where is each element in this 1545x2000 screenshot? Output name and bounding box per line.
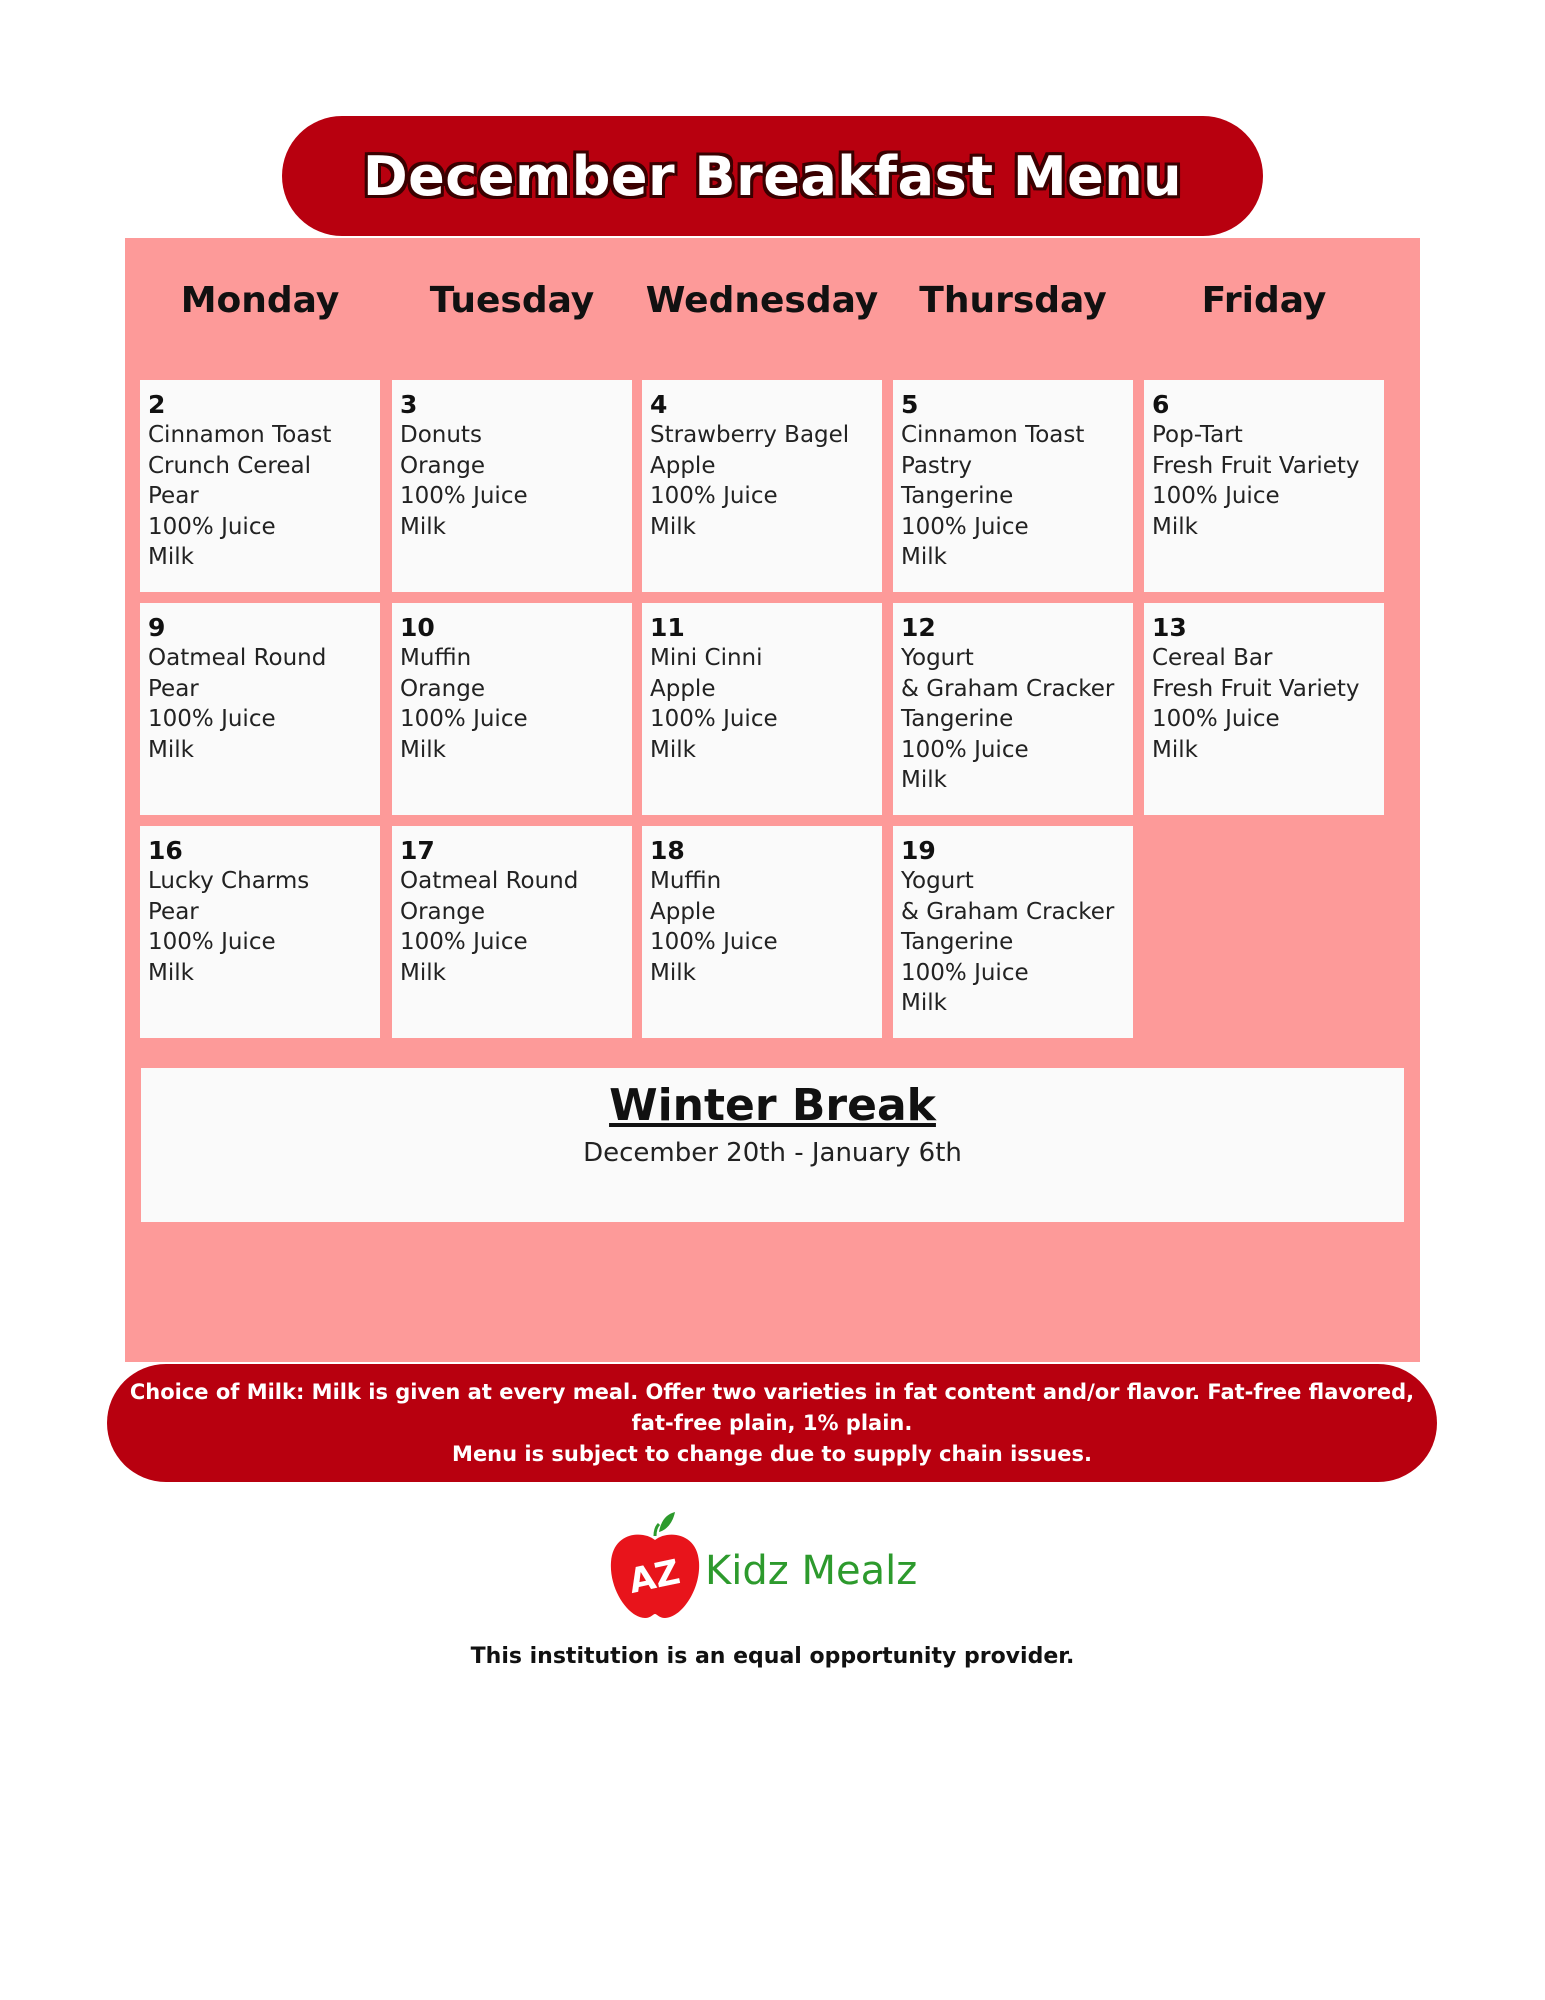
- menu-item: 100% Juice: [148, 706, 276, 732]
- winter-break-title: Winter Break: [609, 1080, 936, 1131]
- menu-item: Fresh Fruit Variety: [1152, 452, 1360, 479]
- menu-item: 100% Juice: [650, 483, 778, 509]
- date-number: 18: [650, 836, 685, 865]
- kidz-mealz-logo: [605, 1510, 925, 1625]
- menu-item: Pop-Tart: [1152, 422, 1243, 448]
- menu-item: 100% Juice: [400, 706, 528, 732]
- menu-item: Milk: [148, 544, 194, 570]
- menu-item: Crunch Cereal: [148, 452, 311, 479]
- menu-day-cell: [893, 380, 1133, 592]
- date-number: 6: [1152, 390, 1170, 419]
- date-number: 17: [400, 836, 435, 865]
- menu-day-cell: [392, 380, 632, 592]
- page-title: December Breakfast Menu: [362, 144, 1183, 208]
- menu-item: Milk: [400, 959, 446, 986]
- menu-item: Yogurt: [901, 868, 974, 894]
- menu-item: 100% Juice: [400, 483, 528, 509]
- menu-item: Milk: [901, 990, 947, 1016]
- note-line: Menu is subject to change due to supply chain issues.: [452, 1441, 1092, 1466]
- menu-day-cell: [1144, 380, 1384, 592]
- day-header-thursday: Thursday: [919, 280, 1107, 321]
- menu-item: Orange: [400, 675, 485, 702]
- menu-item: Lucky Charms: [148, 868, 310, 894]
- menu-day-cell: [893, 603, 1133, 815]
- date-number: 4: [650, 390, 668, 419]
- date-number: 19: [901, 836, 936, 865]
- date-number: 9: [148, 613, 166, 642]
- menu-item: Milk: [650, 959, 696, 986]
- menu-item: Milk: [1152, 513, 1198, 540]
- menu-item: Cinnamon Toast: [901, 422, 1085, 448]
- menu-item: Cinnamon Toast: [148, 422, 332, 448]
- menu-item: & Graham Cracker: [901, 898, 1115, 925]
- menu-item: Strawberry Bagel: [650, 422, 850, 448]
- menu-item: Pear: [148, 898, 199, 925]
- menu-item: Milk: [148, 736, 194, 763]
- menu-day-cell: [893, 826, 1133, 1038]
- date-number: 11: [650, 613, 685, 642]
- menu-item: Tangerine: [901, 483, 1014, 509]
- winter-break-box: [141, 1068, 1404, 1222]
- menu-item: Cereal Bar: [1152, 645, 1273, 671]
- menu-item: Milk: [901, 767, 947, 793]
- menu-item: 100% Juice: [901, 513, 1029, 540]
- menu-item: Mini Cinni: [650, 645, 763, 671]
- logo-text: Kidz Mealz: [705, 1548, 918, 1594]
- menu-item: Donuts: [400, 422, 482, 448]
- menu-day-cell: [392, 603, 632, 815]
- winter-break-dates: December 20th - January 6th: [583, 1138, 962, 1168]
- menu-item: Pear: [148, 483, 199, 509]
- equal-opportunity-statement: This institution is an equal opportunity provider.: [470, 1644, 1075, 1669]
- menu-item: 100% Juice: [148, 513, 276, 540]
- date-number: 16: [148, 836, 183, 865]
- menu-item: Milk: [650, 736, 696, 763]
- menu-item: Apple: [650, 675, 716, 702]
- day-header-tuesday: Tuesday: [429, 280, 595, 321]
- note-line: fat-free plain, 1% plain.: [631, 1410, 913, 1435]
- date-number: 13: [1152, 613, 1187, 642]
- menu-item: 100% Juice: [148, 929, 276, 955]
- date-number: 12: [901, 613, 936, 642]
- menu-item: Milk: [650, 513, 696, 540]
- menu-item: 100% Juice: [1152, 483, 1280, 509]
- menu-day-cell: [140, 826, 380, 1038]
- menu-item: Milk: [400, 736, 446, 763]
- menu-day-cell: [642, 826, 882, 1038]
- menu-item: Apple: [650, 452, 716, 479]
- menu-item: Oatmeal Round: [148, 645, 327, 671]
- menu-day-cell: [1144, 603, 1384, 815]
- menu-item: 100% Juice: [650, 706, 778, 732]
- menu-item: Tangerine: [901, 929, 1014, 955]
- title-banner: [282, 116, 1263, 236]
- day-header-friday: Friday: [1201, 280, 1327, 321]
- menu-item: Orange: [400, 898, 485, 925]
- menu-item: & Graham Cracker: [901, 675, 1115, 702]
- menu-item: Fresh Fruit Variety: [1152, 675, 1360, 702]
- menu-item: Apple: [650, 898, 716, 925]
- day-header-wednesday: Wednesday: [645, 280, 879, 321]
- menu-day-cell: [642, 603, 882, 815]
- menu-item: Milk: [1152, 736, 1198, 763]
- date-number: 3: [400, 390, 418, 419]
- menu-item: 100% Juice: [901, 959, 1029, 986]
- menu-item: Muffin: [400, 645, 472, 671]
- menu-item: 100% Juice: [650, 929, 778, 955]
- menu-item: Pear: [148, 675, 199, 702]
- menu-day-cell: [140, 380, 380, 592]
- day-header-monday: Monday: [180, 280, 340, 321]
- menu-item: Milk: [901, 544, 947, 570]
- milk-note-banner: [107, 1364, 1437, 1482]
- menu-day-cell: [392, 826, 632, 1038]
- menu-item: Oatmeal Round: [400, 868, 579, 894]
- date-number: 10: [400, 613, 435, 642]
- apple-icon: [605, 1510, 705, 1625]
- menu-day-cell: [642, 380, 882, 592]
- date-number: 5: [901, 390, 919, 419]
- menu-item: Orange: [400, 452, 485, 479]
- menu-item: Pastry: [901, 452, 972, 479]
- note-line: Choice of Milk: Milk is given at every meal. Offer two varieties in fat content and/or flavor. Fat-free flavored,: [129, 1379, 1415, 1404]
- menu-day-cell: [140, 603, 380, 815]
- logo-badge: AZ: [625, 1552, 684, 1602]
- menu-item: Muffin: [650, 868, 722, 894]
- menu-item: 100% Juice: [1152, 706, 1280, 732]
- menu-item: 100% Juice: [400, 929, 528, 955]
- menu-item: Milk: [148, 959, 194, 986]
- date-number: 2: [148, 390, 166, 419]
- menu-item: Tangerine: [901, 706, 1014, 732]
- menu-item: 100% Juice: [901, 736, 1029, 763]
- menu-item: Milk: [400, 513, 446, 540]
- menu-item: Yogurt: [901, 645, 974, 671]
